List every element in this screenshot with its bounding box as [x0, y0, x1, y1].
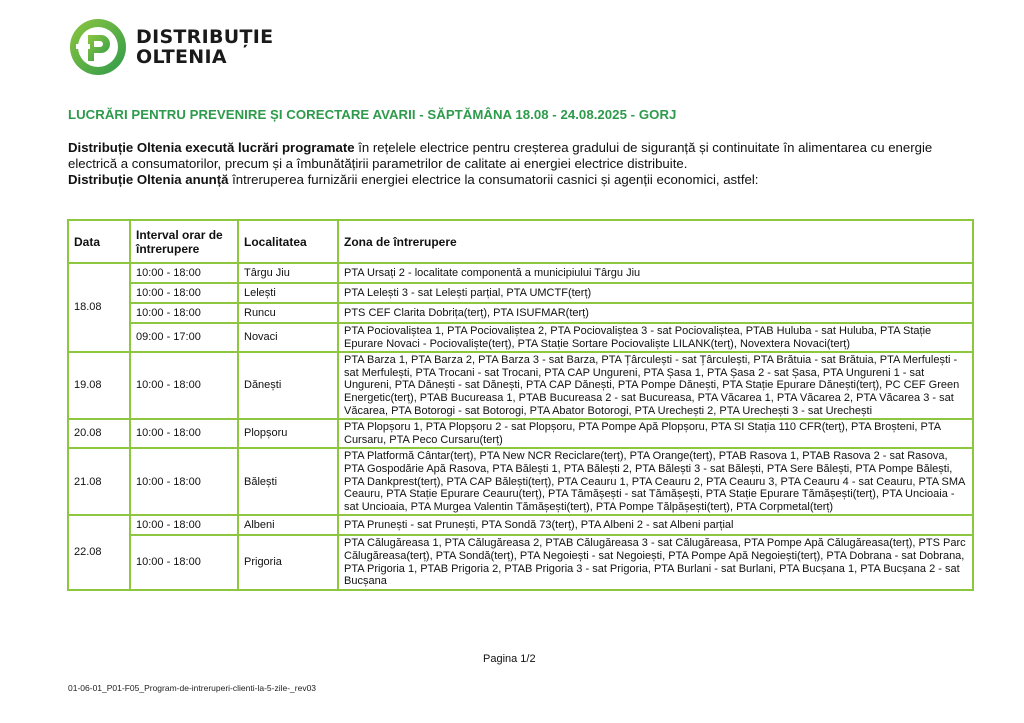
- intro-text: [68, 140, 968, 188]
- table-row: [68, 323, 973, 352]
- cell-date: 18.08: [68, 263, 130, 352]
- table-row: [68, 352, 973, 419]
- header-interval: Interval orar de întrerupere: [130, 220, 238, 263]
- cell-locality: Albeni: [238, 515, 338, 535]
- cell-date: 19.08: [68, 352, 130, 419]
- logo-mark-icon: [68, 17, 128, 77]
- cell-zone: PTA Ursați 2 - localitate componentă a municipiului Târgu Jiu: [338, 263, 973, 283]
- table-row: [68, 515, 973, 535]
- cell-zone: PTA Platformă Cântar(terț), PTA New NCR Reciclare(terț), PTA Orange(terț), PTAB Rasova 1, PTAB Rasova 2 - sat Rasova, PTA Gospodărie Apă Rasova, PTA Bălești 1, PTA Bălești 2, PTA Bălești 3 - sat Bălești, PTA Sere Bălești, PTA Pompe Bălești, PTA Dankprest(terț), PTA CAP Bălești(terț), PTA Ceauru 1, PTA Ceauru 2, PTA Ceauru 3, PTA Ceauru 4 - sat Ceauru, PTA SMA Ceauru, PTA Stație Epurare Ceauru(terț), PTA Tămășești - sat Tămășești, PTA Stație Epurare Tămășești(terț), PTA Uncioaia - sat Uncioaia, PTA Murgea Valentin Tămășești(terț), PTA Pompe Tălpășești(terț), PTA Corpmetal(terț): [338, 448, 973, 515]
- intro-p2-bold: Distribuție Oltenia anunță: [68, 172, 229, 187]
- cell-zone: PTS CEF Clarita Dobrița(terț), PTA ISUFMAR(terț): [338, 303, 973, 323]
- cell-zone: PTA Călugăreasa 1, PTA Călugăreasa 2, PTAB Călugăreasa 3 - sat Călugăreasa, PTA Pompe Apă Călugăreasa(terț), PTS Parc Călugăreasa(terț), PTA Sondă(terț), PTA Negoiești - sat Negoiești, PTA Pompe Apă Negoiești(terț), PTA Dobrana - sat Dobrana, PTA Prigoria 1, PTAB Prigoria 2, PTAB Prigoria 3 - sat Prigoria, PTA Burlani - sat Burlani, PTA Bucșana 1, PTA Bucșana 2 - sat Bucșana: [338, 535, 973, 589]
- table-row: [68, 448, 973, 515]
- cell-locality: Prigoria: [238, 535, 338, 589]
- cell-interval: 10:00 - 18:00: [130, 419, 238, 448]
- cell-interval: 10:00 - 18:00: [130, 303, 238, 323]
- table-row: [68, 263, 973, 283]
- table-header-row: [68, 220, 973, 263]
- cell-locality: Dănești: [238, 352, 338, 419]
- cell-interval: 10:00 - 18:00: [130, 448, 238, 515]
- table-row: [68, 419, 973, 448]
- page-title: LUCRĂRI PENTRU PREVENIRE ȘI CORECTARE AVARII - SĂPTĂMÂNA 18.08 - 24.08.2025 - GORJ: [68, 107, 677, 122]
- cell-date: 21.08: [68, 448, 130, 515]
- page-number: Pagina 1/2: [483, 653, 536, 665]
- header-locality: Localitatea: [238, 220, 338, 263]
- cell-locality: Târgu Jiu: [238, 263, 338, 283]
- cell-date: 22.08: [68, 515, 130, 589]
- logo-text: [136, 27, 273, 67]
- cell-locality: Runcu: [238, 303, 338, 323]
- table-row: [68, 535, 973, 589]
- cell-interval: 10:00 - 18:00: [130, 515, 238, 535]
- logo-line-2: OLTENIA: [136, 46, 227, 68]
- cell-locality: Lelești: [238, 283, 338, 303]
- cell-locality: Bălești: [238, 448, 338, 515]
- cell-interval: 10:00 - 18:00: [130, 263, 238, 283]
- table-row: [68, 303, 973, 323]
- logo-line-1: DISTRIBUȚIE: [136, 26, 274, 48]
- cell-locality: Plopșoru: [238, 419, 338, 448]
- intro-p2-text: întreruperea furnizării energiei electrice la consumatorii casnici și agenții economici, astfel:: [228, 172, 759, 187]
- company-logo: [68, 17, 273, 77]
- outage-schedule-table: [67, 219, 974, 591]
- table-row: [68, 283, 973, 303]
- intro-p1-text: în rețelele electrice pentru creșterea gradului de siguranță și continuitate în alimentarea cu energie electrică a consumatorilor, precum și a îmbunătățirii parametrilor de calitate ai energiei electrice distribuite.: [68, 140, 933, 171]
- cell-locality: Novaci: [238, 323, 338, 352]
- cell-interval: 10:00 - 18:00: [130, 283, 238, 303]
- cell-interval: 09:00 - 17:00: [130, 323, 238, 352]
- cell-interval: 10:00 - 18:00: [130, 352, 238, 419]
- cell-zone: PTA Lelești 3 - sat Lelești parțial, PTA UMCTF(terț): [338, 283, 973, 303]
- intro-p1-bold: Distribuție Oltenia execută lucrări programate: [68, 140, 355, 155]
- cell-zone: PTA Plopșoru 1, PTA Plopșoru 2 - sat Plopșoru, PTA Pompe Apă Plopșoru, PTA SI Stația 110 CFR(terț), PTA Broșteni, PTA Cursaru, PTA Peco Cursaru(terț): [338, 419, 973, 448]
- cell-date: 20.08: [68, 419, 130, 448]
- cell-zone: PTA Pociovaliștea 1, PTA Pociovaliștea 2, PTA Pociovaliștea 3 - sat Pociovaliștea, PTAB Huluba - sat Huluba, PTA Stație Epurare Novaci - Pociovaliște(terț), PTA Stație Sortare Pociovaliște LILANK(terț), Novextera Novaci(terț): [338, 323, 973, 352]
- document-code: 01-06-01_P01-F05_Program-de-intreruperi-clienti-la-5-zile-_rev03: [68, 683, 317, 693]
- header-zone: Zona de întrerupere: [338, 220, 973, 263]
- cell-zone: PTA Barza 1, PTA Barza 2, PTA Barza 3 - sat Barza, PTA Țârculești - sat Țârculești, PTA Brătuia - sat Brătuia, PTA Merfulești - sat Merfulești, PTA Trocani - sat Trocani, PTA CAP Ungureni, PTA Șasa 1, PTA Șasa 2 - sat Șasa, PTA Ungureni 1 - sat Ungureni, PTA Dănești - sat Dănești, PTA CAP Dănești, PTA Pompe Dănești, PTA Stație Epurare Dănești(terț), PC CEF Green Energetic(terț), PTAB Bucureasa 1, PTAB Bucureasa 2 - sat Bucureasa, PTA Văcarea 1, PTA Văcarea 2, PTA Văcarea 3 - sat Văcarea, PTA Botorogi - sat Botorogi, PTA Abator Botorogi, PTA Urechești 2, PTA Urechești 3 - sat Urechești: [338, 352, 973, 419]
- cell-interval: 10:00 - 18:00: [130, 535, 238, 589]
- header-date: Data: [68, 220, 130, 263]
- cell-zone: PTA Prunești - sat Prunești, PTA Sondă 73(terț), PTA Albeni 2 - sat Albeni parțial: [338, 515, 973, 535]
